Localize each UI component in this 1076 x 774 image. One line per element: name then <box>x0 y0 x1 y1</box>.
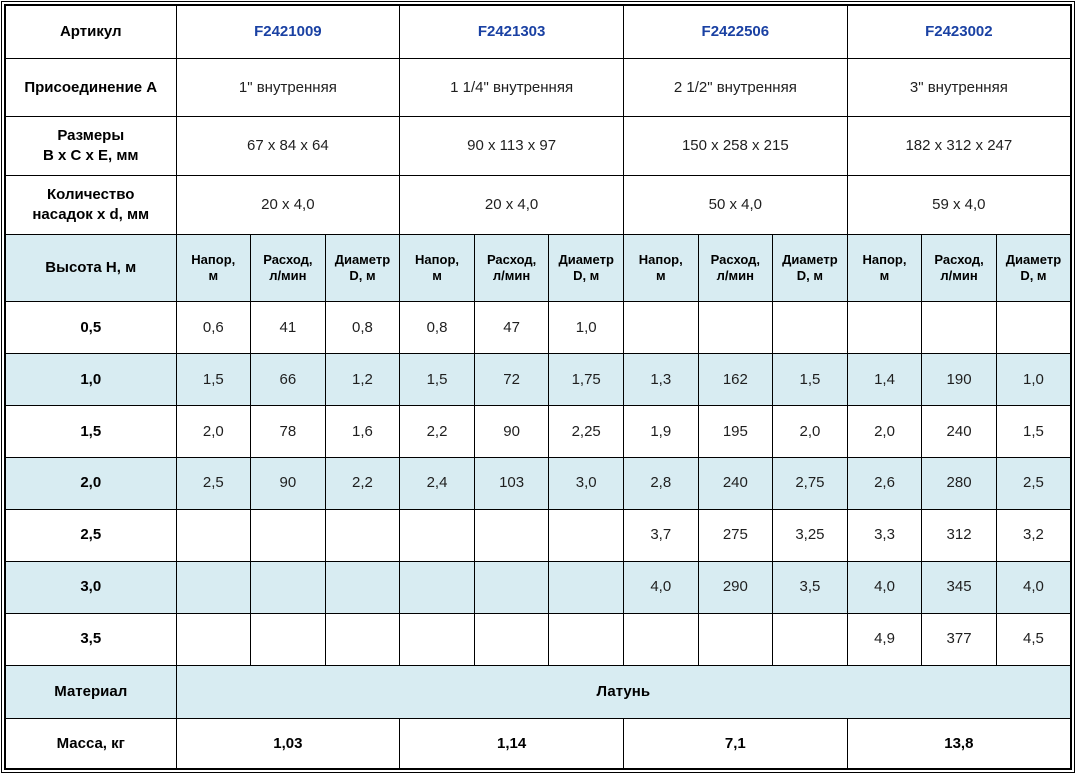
data-cell: 195 <box>698 405 773 457</box>
height-row <box>5 613 1071 665</box>
dimensions-cell: 67 х 84 х 64 <box>176 116 400 175</box>
subheader-cell <box>549 234 624 301</box>
data-cell: 1,5 <box>996 405 1071 457</box>
data-cell: 2,4 <box>400 457 475 509</box>
subheader-line2: D, м <box>1020 267 1047 283</box>
dimensions-cell: 182 х 312 х 247 <box>847 116 1071 175</box>
height-row <box>5 405 1071 457</box>
data-cell: 1,0 <box>549 301 624 353</box>
subheader-line2: м <box>879 267 890 283</box>
subheader-line2: л/мин <box>269 267 307 283</box>
data-cell: 1,5 <box>773 353 848 405</box>
data-cell: 1,2 <box>325 353 400 405</box>
data-cell: 2,5 <box>996 457 1071 509</box>
mass-cell: 1,14 <box>400 718 624 769</box>
subheader-cell <box>922 234 997 301</box>
subheader-line1: Расход, <box>934 251 984 267</box>
height-value-cell: 1,0 <box>5 353 176 405</box>
nozzles-cell: 59 х 4,0 <box>847 175 1071 234</box>
data-cell: 2,0 <box>773 405 848 457</box>
data-cell <box>623 613 698 665</box>
data-cell <box>400 561 475 613</box>
mass-cell: 1,03 <box>176 718 400 769</box>
data-cell <box>549 561 624 613</box>
material-value-cell: Латунь <box>176 665 1071 718</box>
data-cell: 0,8 <box>400 301 475 353</box>
subheader-cell <box>623 234 698 301</box>
subheader-cell <box>773 234 848 301</box>
subheader-line1: Напор, <box>638 251 683 267</box>
data-cell <box>251 613 326 665</box>
data-cell: 240 <box>922 405 997 457</box>
data-cell: 3,7 <box>623 509 698 561</box>
data-cell: 1,3 <box>623 353 698 405</box>
subheader-cell <box>176 234 251 301</box>
subheader-cell <box>847 234 922 301</box>
data-cell: 3,0 <box>549 457 624 509</box>
article-cell: F2422506 <box>623 5 847 59</box>
height-value-cell: 3,0 <box>5 561 176 613</box>
data-cell <box>251 509 326 561</box>
data-cell: 4,0 <box>623 561 698 613</box>
data-cell <box>400 613 475 665</box>
height-value-cell: 0,5 <box>5 301 176 353</box>
data-cell: 4,5 <box>996 613 1071 665</box>
subheader-line1: Напор, <box>191 251 236 267</box>
data-cell: 1,4 <box>847 353 922 405</box>
row-label-connection: Присоединение А <box>5 59 176 116</box>
dimensions-cell: 150 х 258 х 215 <box>623 116 847 175</box>
subheader-line1: Диаметр <box>558 251 614 267</box>
row-label-article: Артикул <box>5 5 176 59</box>
article-cell: F2423002 <box>847 5 1071 59</box>
data-cell: 0,6 <box>176 301 251 353</box>
article-cell: F2421303 <box>400 5 624 59</box>
data-cell: 290 <box>698 561 773 613</box>
data-cell <box>325 613 400 665</box>
subheader-line2: л/мин <box>716 267 754 283</box>
connection-cell: 2 1/2" внутренняя <box>623 59 847 116</box>
subheader-line2: л/мин <box>492 267 531 283</box>
data-cell: 2,2 <box>400 405 475 457</box>
data-cell: 47 <box>474 301 549 353</box>
data-cell <box>325 561 400 613</box>
height-row <box>5 509 1071 561</box>
data-cell: 1,5 <box>176 353 251 405</box>
data-cell: 2,0 <box>176 405 251 457</box>
subheader-line1: Диаметр <box>1005 251 1062 267</box>
subheader-cell <box>698 234 773 301</box>
data-cell <box>698 301 773 353</box>
subheader-line1: Расход, <box>486 251 537 267</box>
data-cell <box>251 561 326 613</box>
data-cell: 4,9 <box>847 613 922 665</box>
nozzles-cell: 20 х 4,0 <box>400 175 624 234</box>
height-row <box>5 561 1071 613</box>
mass-cell: 13,8 <box>847 718 1071 769</box>
data-cell: 280 <box>922 457 997 509</box>
material-row <box>5 665 1071 718</box>
data-cell <box>549 509 624 561</box>
data-cell: 1,5 <box>400 353 475 405</box>
row-label-dimensions <box>5 116 176 175</box>
subheader-line1: Расход, <box>263 251 313 267</box>
data-cell: 90 <box>251 457 326 509</box>
row-label-nozzles-line1: Количество <box>47 186 135 204</box>
subheader-line2: D, м <box>796 267 824 283</box>
data-cell: 190 <box>922 353 997 405</box>
row-label-height: Высота Н, м <box>5 234 176 301</box>
subheader-row <box>5 234 1071 301</box>
nozzles-row <box>5 175 1071 234</box>
data-cell: 3,25 <box>773 509 848 561</box>
data-cell: 0,8 <box>325 301 400 353</box>
data-cell: 1,75 <box>549 353 624 405</box>
data-cell <box>773 301 848 353</box>
dimensions-cell: 90 х 113 х 97 <box>400 116 624 175</box>
data-cell <box>474 509 549 561</box>
connection-cell: 1 1/4" внутренняя <box>400 59 624 116</box>
data-cell: 312 <box>922 509 997 561</box>
data-cell: 2,0 <box>847 405 922 457</box>
subheader-cell <box>251 234 326 301</box>
subheader-line1: Диаметр <box>334 251 391 267</box>
data-cell: 2,5 <box>176 457 251 509</box>
subheader-cell <box>400 234 475 301</box>
row-label-mass: Масса, кг <box>5 718 176 769</box>
row-label-dimensions-line2: В х С х Е, мм <box>42 146 139 164</box>
data-cell: 72 <box>474 353 549 405</box>
data-cell <box>847 301 922 353</box>
row-label-material: Материал <box>5 665 176 718</box>
mass-row <box>5 718 1071 769</box>
data-cell: 377 <box>922 613 997 665</box>
data-cell: 4,0 <box>847 561 922 613</box>
data-cell <box>996 301 1071 353</box>
data-cell: 41 <box>251 301 326 353</box>
article-cell: F2421009 <box>176 5 400 59</box>
subheader-line2: D, м <box>349 267 376 283</box>
data-cell: 90 <box>474 405 549 457</box>
data-cell: 1,0 <box>996 353 1071 405</box>
connection-row <box>5 59 1071 116</box>
data-cell: 2,6 <box>847 457 922 509</box>
data-cell: 275 <box>698 509 773 561</box>
data-cell: 2,75 <box>773 457 848 509</box>
nozzles-cell: 50 х 4,0 <box>623 175 847 234</box>
subheader-cell <box>996 234 1071 301</box>
data-cell <box>549 613 624 665</box>
data-cell: 2,2 <box>325 457 400 509</box>
subheader-cell <box>474 234 549 301</box>
subheader-line1: Напор, <box>415 251 459 267</box>
nozzles-cell: 20 х 4,0 <box>176 175 400 234</box>
dimensions-row <box>5 116 1071 175</box>
subheader-line2: м <box>655 267 666 283</box>
connection-cell: 1" внутренняя <box>176 59 400 116</box>
data-cell <box>773 613 848 665</box>
data-cell: 2,25 <box>549 405 624 457</box>
data-cell <box>474 561 549 613</box>
data-cell: 4,0 <box>996 561 1071 613</box>
article-row <box>5 5 1071 59</box>
data-cell <box>922 301 997 353</box>
subheader-line2: м <box>208 267 219 283</box>
height-value-cell: 1,5 <box>5 405 176 457</box>
subheader-line2: D, м <box>573 267 600 283</box>
data-cell <box>325 509 400 561</box>
data-cell: 1,9 <box>623 405 698 457</box>
spec-table <box>4 4 1072 770</box>
height-value-cell: 3,5 <box>5 613 176 665</box>
data-cell: 78 <box>251 405 326 457</box>
data-cell: 103 <box>474 457 549 509</box>
data-cell <box>400 509 475 561</box>
subheader-line1: Диаметр <box>782 251 838 267</box>
height-row <box>5 353 1071 405</box>
data-cell: 345 <box>922 561 997 613</box>
data-cell: 162 <box>698 353 773 405</box>
data-cell: 3,3 <box>847 509 922 561</box>
data-cell <box>623 301 698 353</box>
data-cell: 3,2 <box>996 509 1071 561</box>
data-cell: 240 <box>698 457 773 509</box>
subheader-cell <box>325 234 400 301</box>
data-cell: 2,8 <box>623 457 698 509</box>
connection-cell: 3" внутренняя <box>847 59 1071 116</box>
row-label-nozzles <box>5 175 176 234</box>
data-cell <box>176 509 251 561</box>
height-value-cell: 2,0 <box>5 457 176 509</box>
data-cell: 3,5 <box>773 561 848 613</box>
table-outer-frame <box>1 1 1075 773</box>
data-cell <box>474 613 549 665</box>
height-value-cell: 2,5 <box>5 509 176 561</box>
mass-cell: 7,1 <box>623 718 847 769</box>
data-cell: 1,6 <box>325 405 400 457</box>
subheader-line2: м <box>432 267 442 283</box>
data-cell <box>176 613 251 665</box>
row-label-nozzles-line2: насадок х d, мм <box>32 205 150 223</box>
subheader-line1: Напор, <box>862 251 907 267</box>
height-row <box>5 301 1071 353</box>
data-cell <box>176 561 251 613</box>
data-cell <box>698 613 773 665</box>
height-row <box>5 457 1071 509</box>
row-label-dimensions-line1: Размеры <box>57 127 125 145</box>
data-cell: 66 <box>251 353 326 405</box>
subheader-line1: Расход, <box>710 251 760 267</box>
height-data-body <box>5 301 1071 665</box>
subheader-line2: л/мин <box>940 267 978 283</box>
